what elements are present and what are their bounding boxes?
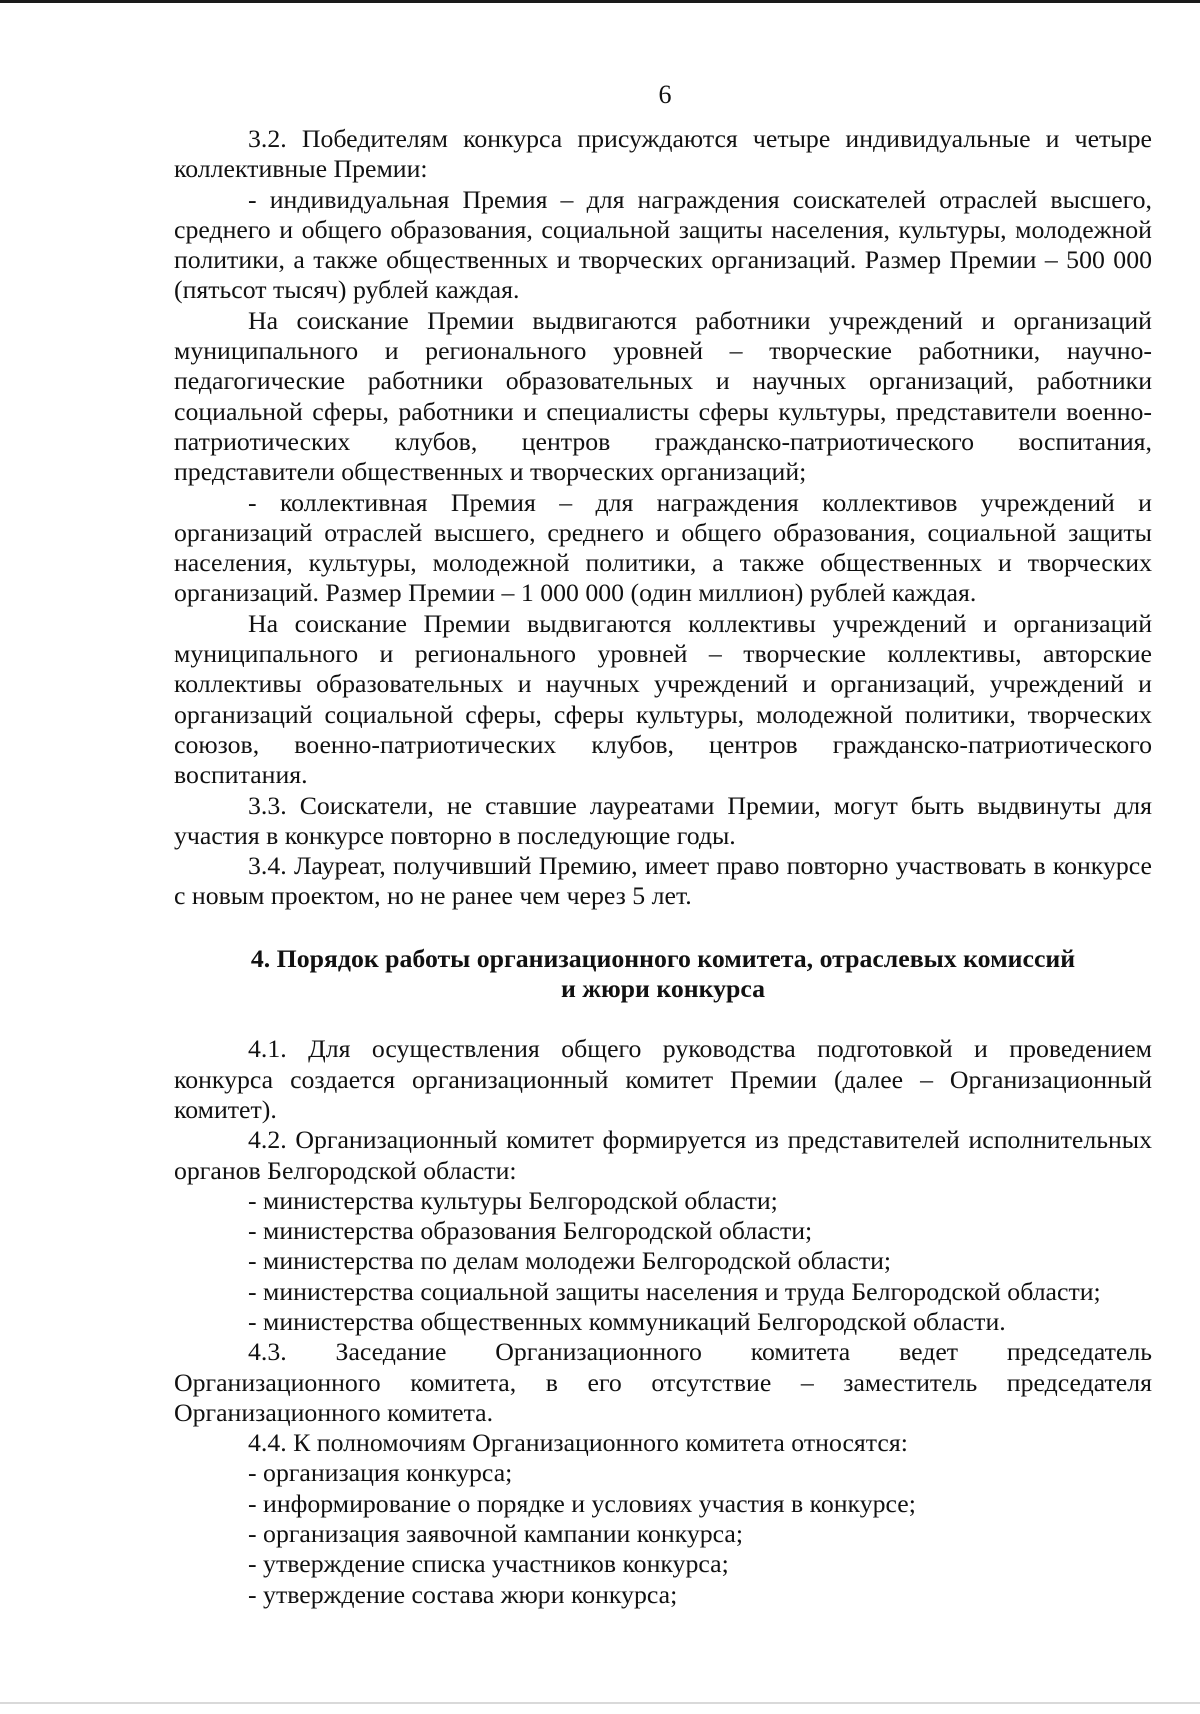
page-number: 6 [658,80,672,109]
paragraph-4-2: 4.2. Организационный комитет формируется из представителей исполнительных органов Белгородской области: [174,1125,1152,1185]
paragraph-collective-nominees: На соискание Премии выдвигаются коллективы учреждений и организаций муниципального и регионального уровней – творческие коллективы, авторские коллективы образовательных и научных учреждений и организаций, учреждений и организаций социальной сферы, сферы культуры, молодежной политики, творческих союзов, военно-патриотических клубов, центров гражданско-патриотического воспитания. [174,608,1152,790]
ministry-list-item: - министерства образования Белгородской области; [248,1216,813,1246]
paragraph-4-3: 4.3. Заседание Организационного комитета ведет председатель Организационного комитета, в его отсутствие – заместитель председателя Организационного комитета. [174,1337,1152,1427]
document-body [174,124,1152,1610]
paragraph-3-2: 3.2. Победителям конкурса присуждаются четыре индивидуальные и четыре коллективные Премии: [174,124,1152,184]
ministry-list-item: - министерства культуры Белгородской области; [248,1185,778,1215]
paragraph-collective-prize: - коллективная Премия – для награждения коллективов учреждений и организаций отраслей высшего, среднего и общего образования, социальной защиты населения, культуры, молодежной политики, а также общественных и творческих организаций. Размер Премии – 1 000 000 (один миллион) рублей каждая. [174,487,1152,608]
ministry-list-item: - министерства по делам молодежи Белгородской области; [248,1246,892,1276]
power-list-item: - организация конкурса; [248,1458,513,1488]
paragraph-individual-prize: - индивидуальная Премия – для награждения соискателей отраслей высшего, среднего и общего образования, социальной защиты населения, культуры, молодежной политики, а также общественных и творческих организаций. Размер Премии – 500 000 (пятьсот тысяч) рублей каждая. [174,184,1152,305]
paragraph-3-3: 3.3. Соискатели, не ставшие лауреатами Премии, могут быть выдвинуты для участия в конкурсе повторно в последующие годы. [174,790,1152,850]
top-border-line [0,0,1200,3]
section-heading [174,944,1152,1005]
power-list-item: - организация заявочной кампании конкурса; [248,1519,744,1549]
section-heading-line-1: 4. Порядок работы организационного комитета, отраслевых комиссий [250,943,1076,973]
paragraph-3-4: 3.4. Лауреат, получивший Премию, имеет право повторно участвовать в конкурсе с новым проектом, но не ранее чем через 5 лет. [174,851,1152,911]
ministry-list-item: - министерства социальной защиты населения и труда Белгородской области; [248,1276,1101,1306]
paragraph-4-1: 4.1. Для осуществления общего руководства подготовкой и проведением конкурса создается организационный комитет Премии (далее – Организационный комитет). [174,1034,1152,1124]
bottom-border-line [0,1702,1200,1704]
paragraph-4-4: 4.4. К полномочиям Организационного комитета относятся: [248,1428,908,1458]
power-list-item: - утверждение списка участников конкурса; [248,1549,729,1579]
power-list-item: - информирование о порядке и условиях участия в конкурсе; [248,1488,916,1518]
section-heading-line-2: и жюри конкурса [560,974,766,1004]
ministry-list-item: - министерства общественных коммуникаций Белгородской области. [248,1306,1006,1336]
paragraph-individual-nominees: На соискание Премии выдвигаются работники учреждений и организаций муниципального и регионального уровней – творческие работники, научно-педагогические работники образовательных и научных организаций, работники социальной сферы, работники и специалисты сферы культуры, представители военно-патриотических клубов, центров гражданско-патриотического воспитания, представители общественных и творческих организаций; [174,305,1152,487]
power-list-item: - утверждение состава жюри конкурса; [248,1579,678,1609]
